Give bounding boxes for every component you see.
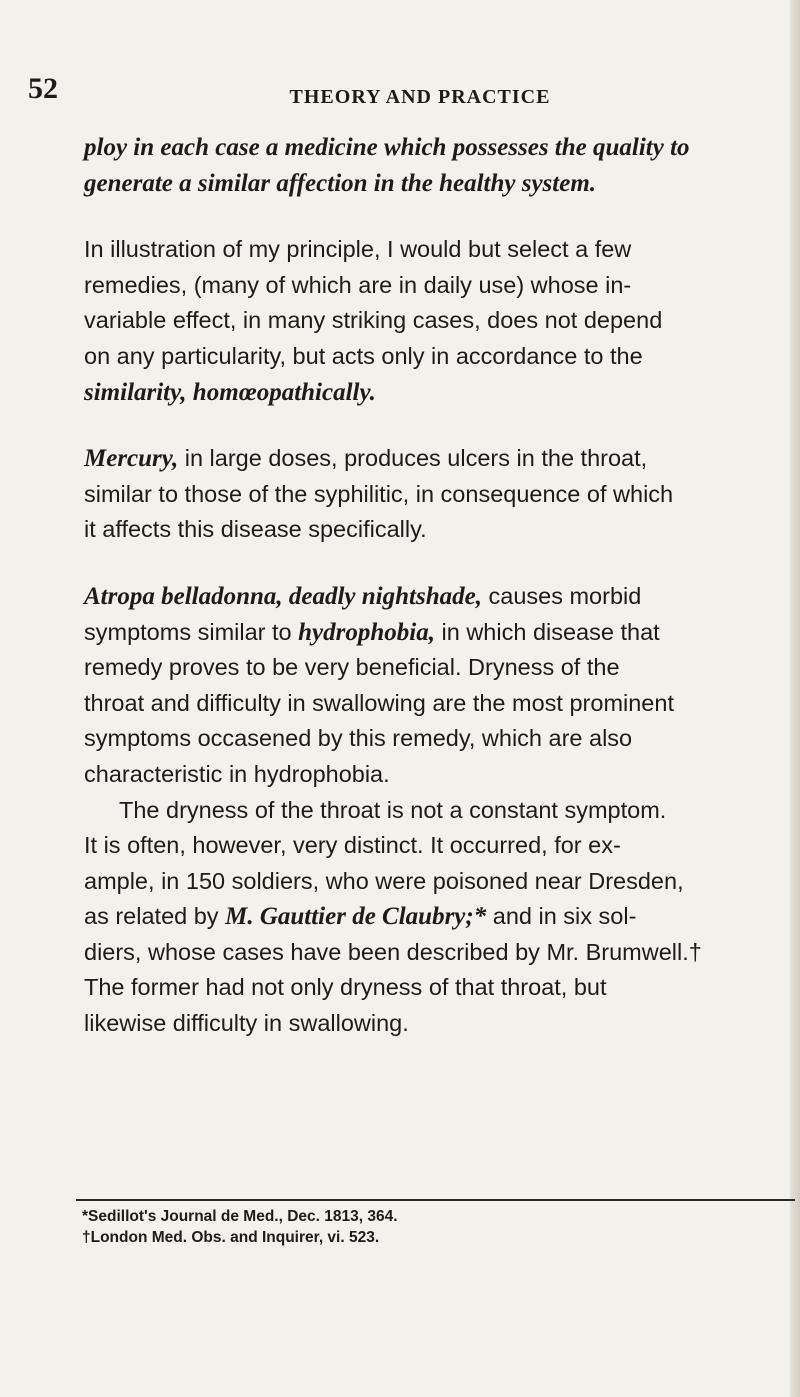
footnote: *Sedillot's Journal de Med., Dec. 1813, 364. — [82, 1208, 398, 1225]
paragraph-4-line: symptoms similar to hydrophobia, in which disease that — [84, 618, 660, 646]
paragraph-2-line: similarity, homœopathically. — [84, 378, 376, 406]
paragraph-1-line: ploy in each case a medicine which possesses the quality to — [84, 134, 690, 161]
paragraph-2-line: variable effect, in many striking cases, does not depend — [84, 307, 663, 334]
paragraph-1-line: generate a similar affection in the healthy system. — [84, 169, 597, 197]
paragraph-2-line: remedies, (many of which are in daily use) whose in- — [84, 271, 632, 298]
paragraph-5-line: The dryness of the throat is not a constant symptom. — [119, 796, 667, 823]
paragraph-3-line: similar to those of the syphilitic, in consequence of which — [84, 480, 674, 507]
running-head: THEORY AND PRACTICE — [289, 86, 551, 108]
paragraph-5-line: likewise difficulty in swallowing. — [84, 1010, 409, 1037]
paragraph-2-line: on any particularity, but acts only in accordance to the — [84, 342, 643, 369]
paragraph-4-line: Atropa belladonna, deadly nightshade, causes morbid — [84, 582, 642, 610]
paragraph-5-line: The former had not only dryness of that throat, but — [84, 974, 607, 1001]
page-number: 52 — [28, 72, 58, 105]
paragraph-4-line: symptoms occasened by this remedy, which are also — [84, 725, 633, 752]
paragraph-4-line: remedy proves to be very beneficial. Dryness of the — [84, 654, 620, 681]
paragraph-5-line: ample, in 150 soldiers, who were poisoned near Dresden, — [84, 867, 684, 894]
footnotes — [82, 1206, 782, 1248]
paragraph-5-line: It is often, however, very distinct. It occurred, for ex- — [84, 832, 621, 859]
footnote-divider — [76, 1199, 795, 1201]
paragraph-5-line: as related by M. Gauttier de Claubry;* and in six sol- — [84, 903, 637, 931]
paragraph-3-line: it affects this disease specifically. — [84, 516, 427, 543]
paragraph-2-line: In illustration of my principle, I would but select a few — [84, 236, 632, 263]
footnote: †London Med. Obs. and Inquirer, vi. 523. — [82, 1229, 380, 1246]
page-edge — [790, 0, 800, 1397]
paragraph-4-line: throat and difficulty in swallowing are the most prominent — [84, 689, 674, 716]
paragraph-5-line: diers, whose cases have been described by Mr. Brumwell.† — [84, 938, 702, 965]
body-text — [84, 130, 789, 1042]
paragraph-3-line: Mercury, in large doses, produces ulcers in the throat, — [84, 445, 648, 473]
paragraph-4-line: characteristic in hydrophobia. — [84, 760, 390, 787]
